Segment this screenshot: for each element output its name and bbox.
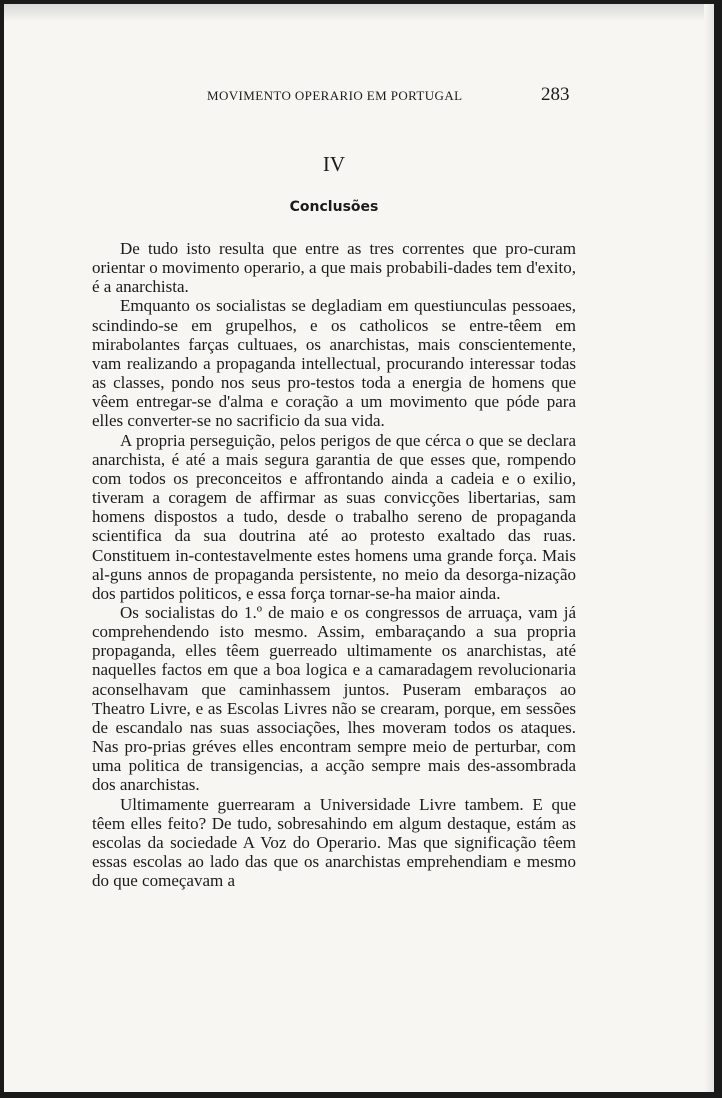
paragraph: Ultimamente guerrearam a Universidade Livre tambem. E que têem elles feito? De tudo, sobresahindo em algum destaque, estám as escolas da sociedade A Voz do Operario. Mas que significação têem essas escolas ao lado das que os anarchistas emprehendiam e mesmo do que começavam a [92,794,576,891]
running-head: MOVIMENTO OPERARIO EM PORTUGAL [207,88,463,103]
paragraph: A propria perseguição, pelos perigos de que cérca o que se declara anarchista, é até a mais segura garantia de que esses que, rompendo com todos os preconceitos e affrontando ainda a cadeia e o exilio, tiveram a coragem de affirmar as suas convicções libertarias, sam homens dispostos a tudo, desde o trabalho sereno de propaganda scientifica da sua doutrina até ao protesto exaltado das ruas. Constituem in-contestavelmente estes homens uma grande força. Mais al-guns annos de propaganda persistente, no meio da desorga-nização dos partidos politicos, e essa força tornar-se-ha maior ainda. [92,430,576,603]
page-number: 283 [541,84,570,105]
book-page [4,4,714,1092]
section-title: Conclusões [289,199,379,215]
chapter-number: IV [322,152,346,176]
paragraph: Emquanto os socialistas se degladiam em questiunculas pessoaes, scindindo-se em grupelhos, e os catholicos se entre-têem em mirabolantes farças cultuaes, os anarchistas, mais conscientemente, vam realizando a propaganda intellectual, procurando interessar todas as classes, pondo nos seus pro-testos toda a energia de homens que vêem entregar-se d'alma e coração a um movimento que póde para elles converter-se no sacrificio da sua vida. [92,296,576,431]
body-text [92,239,576,890]
paragraph: De tudo isto resulta que entre as tres correntes que pro-curam orientar o movimento operario, a que mais probabili-dades tem d'exito, é a anarchista. [92,239,576,297]
paragraph: Os socialistas do 1.º de maio e os congressos de arruaça, vam já comprehendendo isto mesmo. Assim, embaraçando a sua propria propaganda, elles têem guerreado ultimamente os anarchistas, até naquelles factos em que a boa logica e a camaradagem revolucionaria aconselhavam que caminhassem juntos. Puseram embaraços ao Theatro Livre, e as Escolas Livres não se crearam, porque, em sessões de escandalo nas suas associações, lhes moveram todos os ataques. Nas pro-prias gréves elles encontram sempre meio de perturbar, com uma politica de transigencias, a acção sempre mais des-assombrada dos anarchistas. [92,602,576,795]
